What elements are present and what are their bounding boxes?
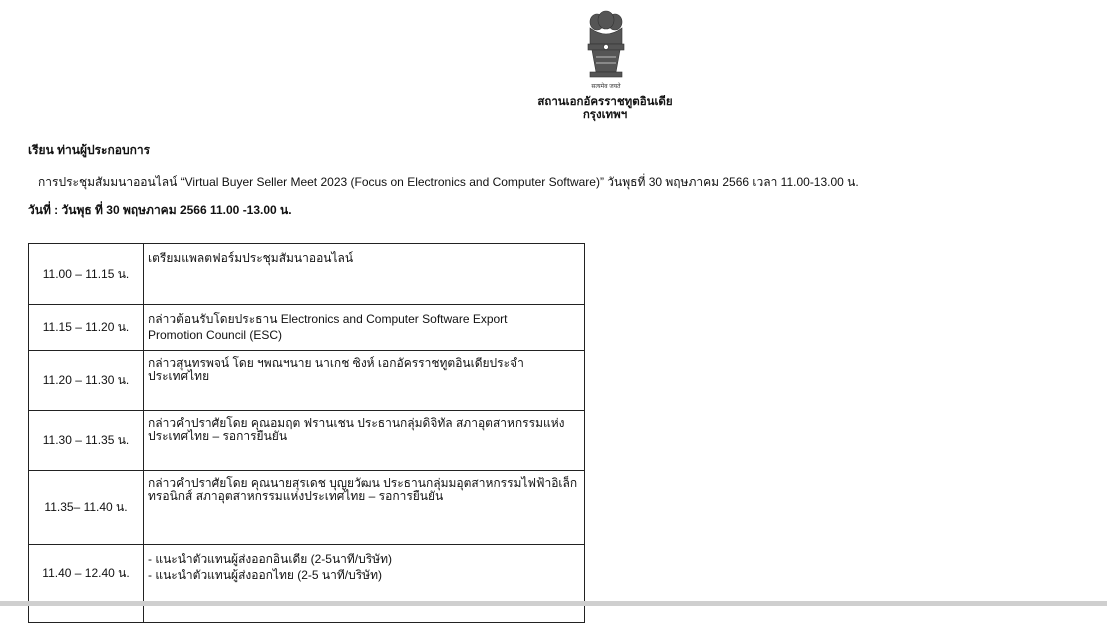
agenda-item xyxy=(144,545,585,603)
agenda-table xyxy=(28,243,585,623)
letterhead xyxy=(500,96,710,122)
salutation: เรียน ท่านผู้ประกอบการ xyxy=(28,143,151,157)
agenda-time: 11.40 – 12.40 น. xyxy=(29,545,144,603)
agenda-item-line: กล่าวคำปราศัยโดย คุณนายสุรเดช บุญยวัฒน ประธานกลุ่มมอุตสาหกรรมไฟฟ้าอิเล็ก xyxy=(148,476,578,490)
agenda-row xyxy=(29,411,585,471)
national-emblem-icon xyxy=(582,10,630,90)
embassy-name: สถานเอกอัครราชทูตอินเดีย xyxy=(537,96,673,108)
intro-paragraph: การประชุมสัมมนาออนไลน์ “Virtual Buyer Seller Meet 2023 (Focus on Electronics and Computer Software)” วันพุธที่ 30 พฤษภาคม 2566 เวลา 11.00-13.00 น. xyxy=(38,175,859,189)
agenda-item-line: ประเทศไทย xyxy=(148,369,210,383)
agenda-item-line: กล่าวสุนทรพจน์ โดย ฯพณฯนาย นาเกช ซิงห์ เอกอัครราชทูตอินเดียประจำ xyxy=(148,356,524,370)
agenda-item-line: กล่าวต้อนรับโดยประธาน Electronics and Computer Software Export xyxy=(148,312,508,326)
agenda-item-line: กล่าวคำปราศัยโดย คุณอมฤต ฟรานเชน ประธานกลุ่มดิจิทัล สภาอุตสาหกรรมแห่ง xyxy=(148,416,565,430)
agenda-time: 11.35– 11.40 น. xyxy=(29,471,144,545)
agenda-time: 11.15 – 11.20 น. xyxy=(29,305,144,351)
agenda-item-line: เตรียมแพลตฟอร์มประชุมสัมนาออนไลน์ xyxy=(148,251,354,265)
agenda-item-line: - แนะนำตัวแทนผู้ส่งออกอินเดีย (2-5นาที/บริษัท) xyxy=(148,552,393,566)
agenda-row xyxy=(29,305,585,351)
agenda-item-line: ทรอนิกส์ สภาอุตสาหกรรมแห่งประเทศไทย – รอการยืนยัน xyxy=(148,489,444,503)
agenda-item xyxy=(144,471,585,545)
agenda-time: 11.30 – 11.35 น. xyxy=(29,411,144,471)
agenda-item-line: - แนะนำตัวแทนผู้ส่งออกไทย (2-5 นาที/บริษัท) xyxy=(148,568,382,582)
event-date-line: วันที่ : วันพุธ ที่ 30 พฤษภาคม 2566 11.00 -13.00 น. xyxy=(28,203,292,217)
agenda-row xyxy=(29,351,585,411)
agenda-item xyxy=(144,244,585,305)
viewer-bottom-edge xyxy=(0,601,1107,606)
agenda-row xyxy=(29,471,585,545)
agenda-time: 11.00 – 11.15 น. xyxy=(29,244,144,305)
agenda-item-line: ประเทศไทย – รอการยืนยัน xyxy=(148,429,288,443)
agenda-item-line: Promotion Council (ESC) xyxy=(148,328,283,342)
emblem-motto: सत्यमेव जयते xyxy=(591,84,621,90)
agenda-item xyxy=(144,411,585,471)
agenda-row xyxy=(29,545,585,603)
agenda-time: 11.20 – 11.30 น. xyxy=(29,351,144,411)
agenda-item xyxy=(144,305,585,351)
agenda-row xyxy=(29,244,585,305)
agenda-item xyxy=(144,351,585,411)
embassy-city: กรุงเทพฯ xyxy=(582,109,628,121)
